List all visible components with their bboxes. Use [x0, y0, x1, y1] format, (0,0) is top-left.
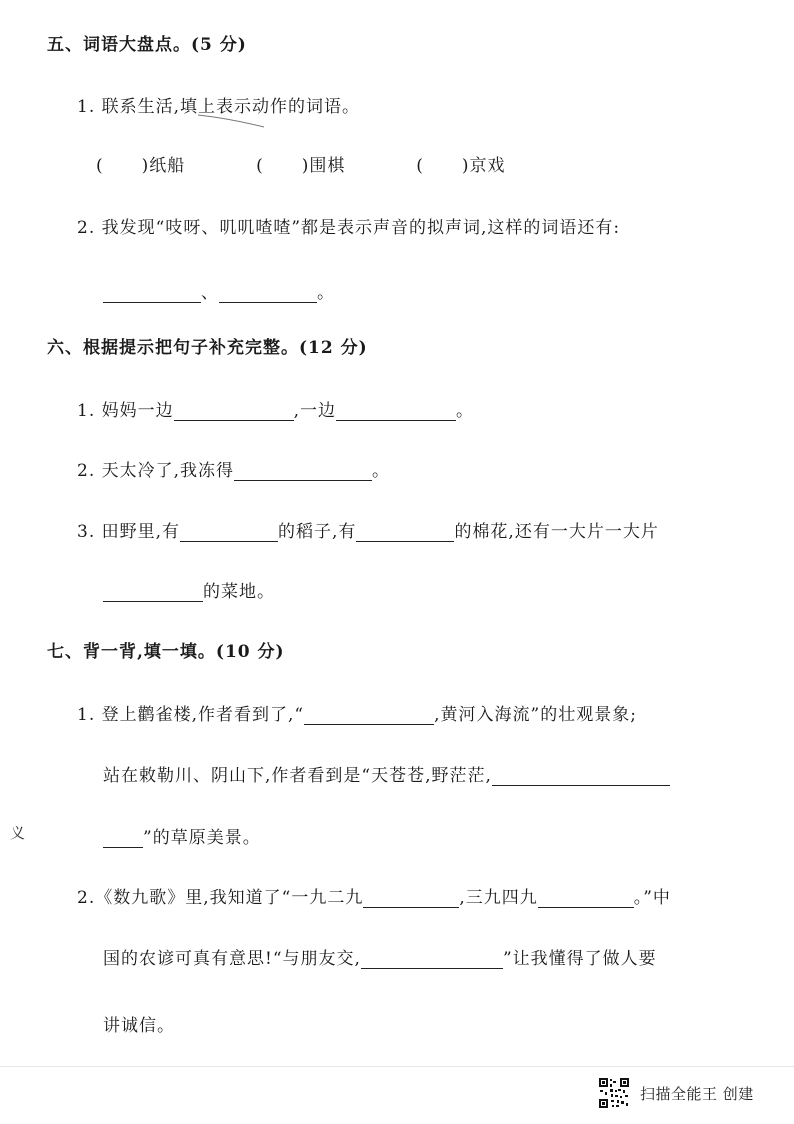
- section-7-q1-line2: [103, 761, 670, 786]
- section-5-q1-blanks: [96, 151, 505, 176]
- paren-open: (: [96, 156, 104, 176]
- paren-open: (: [416, 156, 424, 176]
- q-text: ”的草原美景。: [143, 828, 261, 848]
- q-text: ”让我懂得了做人要: [502, 949, 657, 969]
- pencil-stroke-mark: [196, 112, 268, 132]
- qr-code-icon: [598, 1077, 630, 1109]
- q-text: 的菜地。: [203, 582, 275, 602]
- answer-blank[interactable]: [361, 950, 503, 969]
- q-text: ,三九四九: [459, 888, 538, 908]
- answer-blank[interactable]: [103, 583, 203, 602]
- q-text: 站在敕勒川、阴山下,作者看到是“天苍苍,野茫茫,: [103, 766, 492, 786]
- answer-blank[interactable]: [180, 523, 278, 542]
- section-7-q2-line3: 讲诚信。: [103, 1016, 175, 1036]
- margin-mark: 义: [10, 824, 27, 842]
- q-text: 的稻子,有: [278, 522, 357, 542]
- answer-blank[interactable]: [356, 523, 454, 542]
- section-5-q2: 2. 我发现“吱呀、叽叽喳喳”都是表示声音的拟声词,这样的词语还有:: [77, 218, 621, 238]
- answer-blank[interactable]: [174, 402, 294, 421]
- q-text: 国的农谚可真有意思!“与朋友交,: [103, 949, 361, 969]
- answer-blank[interactable]: [219, 284, 317, 303]
- section-6-q1: [77, 396, 474, 421]
- paren-close: ): [301, 156, 310, 176]
- q-text: 1. 登上鹳雀楼,作者看到了,“: [77, 705, 305, 725]
- q-text: ,一边: [293, 401, 337, 421]
- paren-close: ): [461, 156, 470, 176]
- q-text: 。”中: [633, 888, 671, 908]
- period: 。: [317, 283, 335, 303]
- q-text: 2.《数九歌》里,我知道了“一九二九: [77, 888, 364, 908]
- q-text: ,黄河入海流”的壮观景象;: [434, 705, 637, 725]
- section-7-title: 七、背一背,填一填。(10 分): [47, 642, 285, 662]
- q-text: 。: [456, 401, 475, 421]
- word-label: 京戏: [469, 156, 506, 176]
- answer-blank[interactable]: [234, 462, 372, 481]
- q-text: 2. 天太冷了,我冻得: [77, 461, 235, 481]
- answer-blank[interactable]: [103, 829, 143, 848]
- q-text: 的棉花,还有一大片一大片: [454, 522, 659, 542]
- answer-blank[interactable]: [336, 402, 456, 421]
- q-text: 1. 妈妈一边: [77, 401, 174, 421]
- section-6-title: 六、根据提示把句子补充完整。(12 分): [47, 338, 368, 358]
- section-7-q1: [77, 700, 637, 725]
- section-6-q2: [77, 456, 390, 481]
- section-5-q2-answer: [103, 278, 335, 303]
- q-text: 3. 田野里,有: [77, 522, 181, 542]
- section-5-title: 五、词语大盘点。(5 分): [47, 35, 247, 55]
- answer-blank[interactable]: [492, 767, 670, 786]
- answer-blank[interactable]: [363, 889, 459, 908]
- paren-close: ): [141, 156, 150, 176]
- answer-blank[interactable]: [538, 889, 634, 908]
- section-7-q1-line3: [103, 823, 261, 848]
- section-5-q1: 1. 联系生活,填上表示动作的词语。: [77, 97, 361, 117]
- paren-open: (: [256, 156, 264, 176]
- section-6-q3-cont: [103, 577, 275, 602]
- word-label: 纸船: [149, 156, 186, 176]
- q-text: 。: [372, 461, 391, 481]
- answer-blank[interactable]: [103, 284, 201, 303]
- section-7-q2: [77, 883, 671, 908]
- page-bottom-edge: [0, 1066, 794, 1067]
- answer-blank[interactable]: [304, 706, 434, 725]
- separator: 、: [201, 283, 219, 303]
- section-6-q3: [77, 517, 659, 542]
- word-label: 围棋: [309, 156, 346, 176]
- section-7-q2-line2: [103, 944, 657, 969]
- scanner-app-label: 扫描全能王 创建: [640, 1085, 754, 1103]
